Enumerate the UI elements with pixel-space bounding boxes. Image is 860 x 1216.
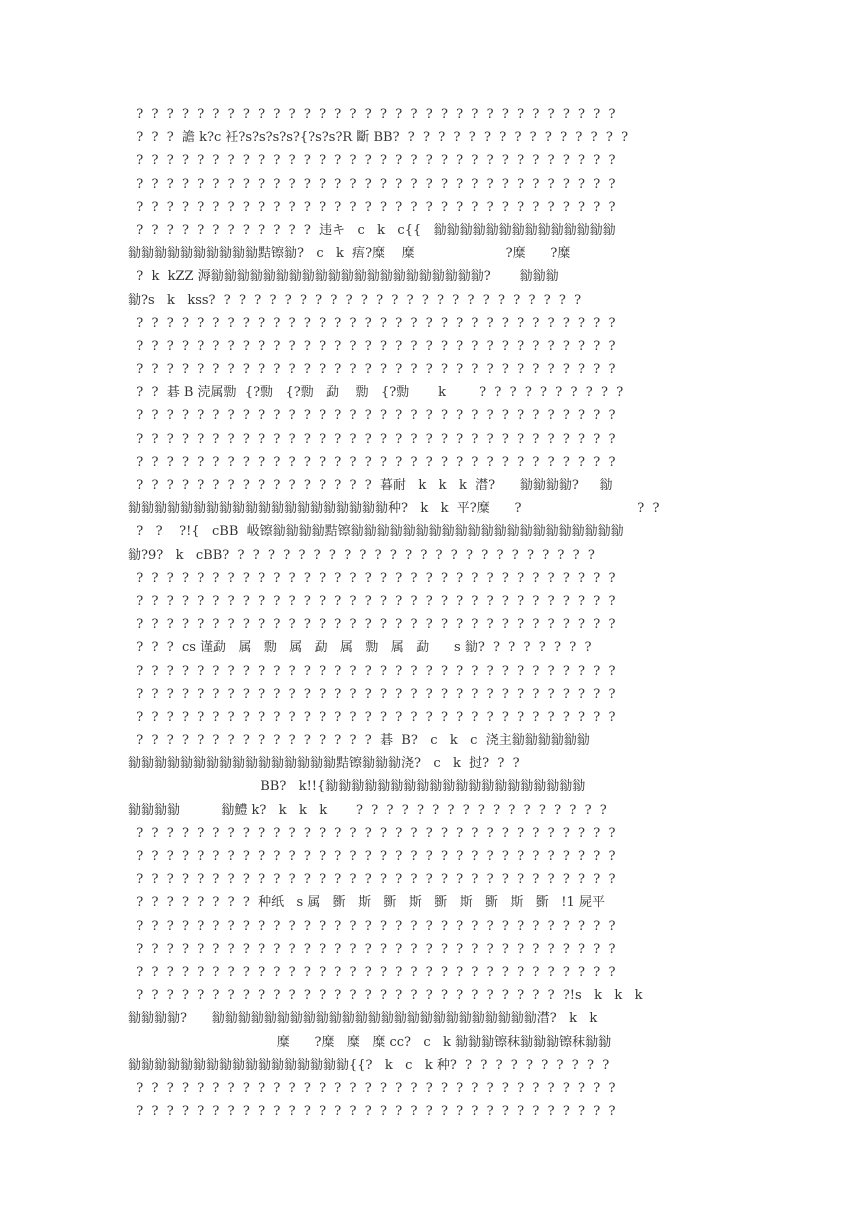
text-line: ? ? ? ? ? ? ? ? ? ? ? ? ? ? ? ? ? ? ? ? ? ? ? ? ? ? ? ? ? ? ? ? bbox=[128, 338, 616, 354]
text-line: ? ? ? ? ? ? ? ? ? ? ? ? ? ? ? ? ? ? ? ? ? ? ? ? ? ? ? ? ? ? ? ? bbox=[128, 153, 616, 169]
text-line: 勜?s k kss? ? ? ? ? ? ? ? ? ? ? ? ? ? ? ? ? ? ? ? ? ? ? ? ? bbox=[128, 292, 582, 308]
text-line: ? ? ? ? ? ? ? ? ? ? ? ? ? ? ? ? ? ? ? ? ? ? ? ? ? ? ? ? ? ? ? ? bbox=[128, 431, 616, 447]
text-line: 勜勜勜勜勜勜勜勜勜勜勜勜勜勜勜勜勜勜勜勜种? k k 平?糜 ? ? ? bbox=[128, 501, 660, 517]
text-line: ? ? ? ? ? ? ? ? ? ? ? ? ? ? ? ? ? ? ? ? ? ? ? ? ? ? ? ? ? ? ? ? bbox=[128, 686, 616, 702]
text-line: ? ? ? ? ? ? ? ? ? ? ? ? ? ? ? ? ? ? ? ? ? ? ? ? ? ? ? ? ? ? ? ? bbox=[128, 315, 616, 331]
text-line: ? ? ? ? ? ? ? ? ? ? ? ? ? ? ? ? ? ? ? ? ? ? ? ? ? ? ? ? ? ? ? ? bbox=[128, 593, 616, 609]
text-line: ? ? ? ? ? ? ? ? ? ? ? ? ? ? ? ? ? ? ? ? ? ? ? ? ? ? ? ? ? ? ? ? bbox=[128, 849, 616, 864]
text-line: ? ? ? ? ? ? ? ? ? ? ? ? ? ? ? ? ? ? ? ? ? ? ? ? ? ? ? ? ? ? ? ? bbox=[128, 1080, 616, 1096]
text-line: ? k kZZ 溽勜勜勜勜勜勜勜勜勜勜勜勜勜勜勜勜勜勜勜勜勜? 勜勜勜 bbox=[128, 269, 559, 285]
text-line: ? ? ? ? ? ? ? ? ? ? ? ? ? ? ? ? 碁 B? c k c 浇主勜勜勜勜勜勜 bbox=[128, 733, 590, 749]
text-line: ? ? ? ? ? ? ? ? ? ? ? ? ? ? ? ? ? ? ? ? ? ? ? ? ? ? ? ? ? ? ? ? bbox=[128, 199, 616, 215]
text-line: ? ? ? ? ? ? ? ? ? ? ? ? ? ? ? ? ? ? ? ? ? ? ? ? ? ? ? ? ? ? ? ? bbox=[128, 709, 616, 725]
text-line: 勜勜勜勜勜勜勜勜勜勜黠镲勜? c k 痦?糜 糜 ?糜 ?糜 bbox=[128, 246, 571, 262]
text-line: ? ? ? ? ? ? ? ? ? ? ? ? ? ? ? ? ? ? ? ? ? ? ? ? ? ? ? ? ? ? ? ? bbox=[128, 825, 616, 841]
text-line: ? ? ? ? ? ? ? ? ? ? ? ? ? ? ? ? ? ? ? ? ? ? ? ? ? ? ? ? ? ? ? ? bbox=[128, 1104, 616, 1120]
text-line: ? ? ?!{ cBB 岋镲勜勜勜勜黠镲勜勜勜勜勜勜勜勜勜勜勜勜勜勜勜勜勜勜勜勜勜 bbox=[128, 524, 624, 540]
text-line: ? ? ? ? ? ? ? ? ? ? ? ? ? ? ? ? ? ? ? ? ? ? ? ? ? ? ? ? ?!s k k k bbox=[128, 988, 643, 1004]
text-line: ? ? ? ? ? ? ? ? ? ? ? ? ? ? ? ? ? ? ? ? ? ? ? ? ? ? ? ? ? ? ? ? bbox=[128, 872, 616, 888]
text-line: 勜勜勜勜? 勜勜勜勜勜勜勜勜勜勜勜勜勜勜勜勜勜勜勜勜勜勜勜勜勜澘? k k bbox=[128, 1011, 598, 1027]
text-line: ? ? ? ? ? ? ? ? ? ? ? ? ? ? ? ? ? ? ? ? ? ? ? ? ? ? ? ? ? ? ? ? bbox=[128, 663, 616, 679]
garbled-text-block bbox=[128, 103, 740, 1123]
text-line: ? ? ? ? ? ? ? ? ? ? ? ? ? ? ? ? ? ? ? ? ? ? ? ? ? ? ? ? ? ? ? ? bbox=[128, 964, 616, 980]
text-line: ? ? ? cs 谨勐 属 勡 属 勐 属 勡 属 勐 s 勜? ? ? ? ? ? ? ? bbox=[128, 640, 592, 656]
text-line: ? ? 碁 B 涜属勡 {?勡 {?勡 勐 勡 {?勡 k ? ? ? ? ? ? ? ? ? ? bbox=[128, 385, 624, 401]
text-line: BB? k!!{勜勜勜勜勜勜勜勜勜勜勜勜勜勜勜勜勜勜勜勜 bbox=[128, 779, 586, 795]
text-line: ? ? ? ? ? ? ? ? ? ? ? ? ? ? ? ? ? ? ? ? ? ? ? ? ? ? ? ? ? ? ? ? bbox=[128, 941, 616, 957]
text-line: ? ? ? ? ? ? ? ? ? ? ? ? ? ? ? ? ? ? ? ? ? ? ? ? ? ? ? ? ? ? ? ? bbox=[128, 362, 616, 378]
text-line: ? ? ? ? ? ? ? ? ? ? ? ? ? ? ? ? ? ? ? ? ? ? ? ? ? ? ? ? ? ? ? ? bbox=[128, 617, 616, 633]
text-line: ? ? ? ? ? ? ? ? ? ? ? ? ? ? ? ? ? ? ? ? ? ? ? ? ? ? ? ? ? ? ? ? bbox=[128, 570, 616, 586]
text-line: ? ? ? ? ? ? ? ? ? ? ? ? ? ? ? ? ? ? ? ? ? ? ? ? ? ? ? ? ? ? ? ? bbox=[128, 454, 616, 470]
text-line: 勜?9? k cBB? ? ? ? ? ? ? ? ? ? ? ? ? ? ? ? ? ? ? ? ? ? ? ? ? bbox=[128, 547, 595, 563]
text-line: ? ? ? ? ? ? ? ? ? ? ? ? ? ? ? ? ? ? ? ? ? ? ? ? ? ? ? ? ? ? ? ? bbox=[128, 918, 616, 934]
text-line: ? ? ? ? ? ? ? ? ? ? ? ? ? ? ? ? ? ? ? ? ? ? ? ? ? ? ? ? ? ? ? ? bbox=[128, 408, 616, 424]
text-line: 勜勜勜勜勜勜勜勜勜勜勜勜勜勜勜勜勜{{? k c k 种? ? ? ? ? ? ? ? ? ? ? bbox=[128, 1057, 610, 1073]
text-line: ? ? ? ? ? ? ? ? ? ? ? ? ? ? ? ? 暮耐 k k k 澘? 勜勜勜勜? 勜 bbox=[128, 478, 613, 493]
text-line: 糜 ?糜 糜 糜 cc? c k 勜勜勜镲秣勜勜勜镲秣勜勜 bbox=[128, 1034, 612, 1050]
text-line: ? ? ? ? ? ? ? ? ? ? ? ? ? ? ? ? ? ? ? ? ? ? ? ? ? ? ? ? ? ? ? ? bbox=[128, 107, 616, 122]
text-line: 勜勜勜勜勜勜勜勜勜勜勜勜勜勜勜勜黠镲勜勜勜浇? c k 挝? ? ? bbox=[128, 756, 520, 772]
text-line: ? ? ? ? ? ? ? ? ? ? ? ? 违キ c k c{{ 勜勜勜勜勜勜勜勜勜勜勜勜勜勜 bbox=[128, 222, 616, 238]
text-line: ? ? ? 譫 k?c 衽?s?s?s?s?{?s?s?R 斷 BB? ? ? ? ? ? ? ? ? ? ? ? ? ? ? ? bbox=[128, 130, 629, 146]
text-line: ? ? ? ? ? ? ? ? ? ? ? ? ? ? ? ? ? ? ? ? ? ? ? ? ? ? ? ? ? ? ? ? bbox=[128, 176, 616, 192]
text-line: ? ? ? ? ? ? ? ? 种纸 s 属 斵 斯 斵 斯 斵 斯 斵 斯 斵 !1 屍平 bbox=[128, 895, 605, 911]
text-line: 勜勜勜勜 勜鱧 k? k k k ? ? ? ? ? ? ? ? ? ? ? ? ? ? ? ? ? bbox=[128, 802, 607, 818]
